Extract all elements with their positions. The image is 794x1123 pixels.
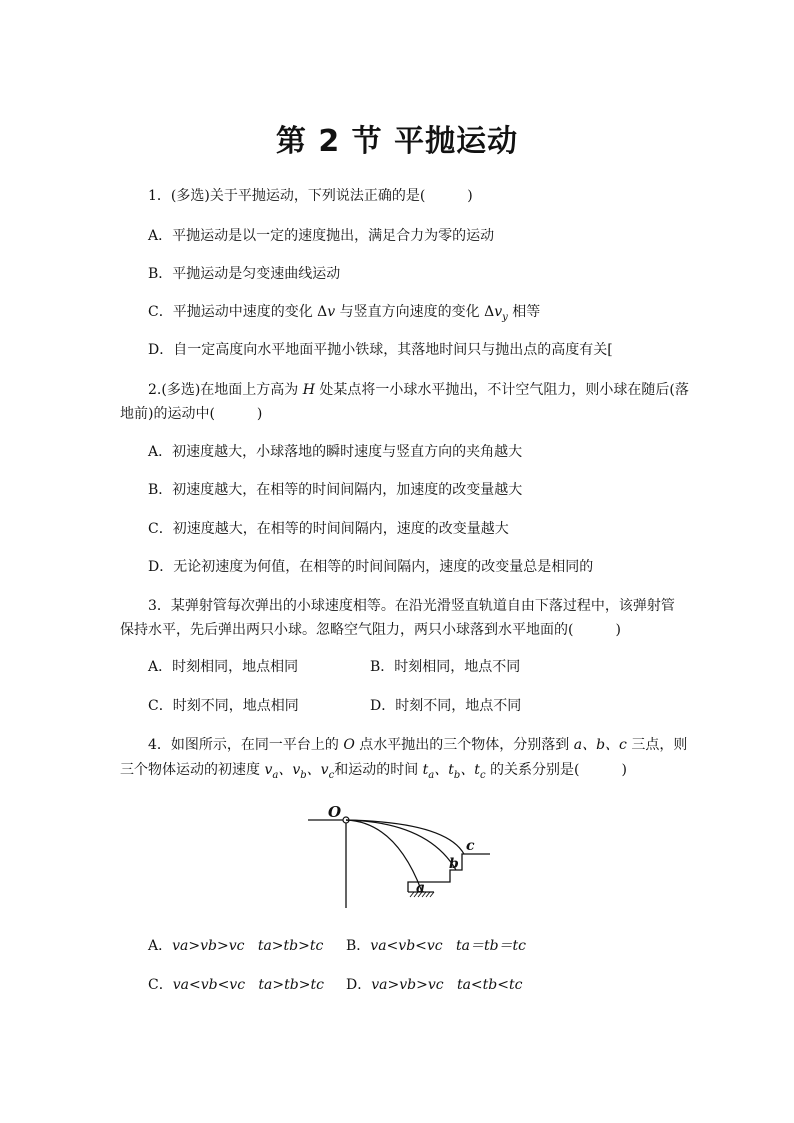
label-c: c (466, 838, 475, 854)
q3-stem-line1: 3．某弹射管每次弹出的小球速度相等。在沿光滑竖直轨道自由下落过程中，该弹射管 (148, 598, 675, 614)
q2-stem-pre: 2.(多选)在地面上方高为 (148, 382, 303, 398)
q1-option-a: A．平抛运动是以一定的速度抛出，满足合力为零的运动 (148, 228, 495, 244)
q4-b-label: B． (346, 938, 371, 954)
q1-c-pre: C．平抛运动中速度的变化 Δ (148, 304, 328, 320)
q4-option-d (346, 975, 522, 995)
q3-option-b: B．时刻相同，地点不同 (370, 659, 521, 675)
q4-stem-line2 (120, 760, 627, 786)
q4-c-velocity: va<vb<vc (172, 977, 246, 993)
q1-option-c (148, 302, 540, 328)
q1-c-vy: v (494, 304, 503, 320)
q1-c-post: 相等 (507, 304, 541, 320)
q4-a-time: ta>tb>tc (257, 938, 324, 954)
q4-d-time: ta<tb<tc (456, 977, 523, 993)
q4-option-b (346, 936, 526, 956)
q2-option-c: C．初速度越大，在相等的时间间隔内，速度的改变量越大 (148, 521, 509, 537)
q2-option-b: B．初速度越大，在相等的时间间隔内，加速度的改变量越大 (148, 482, 523, 498)
q1-c-v: v (327, 304, 336, 320)
q4-stem-O: O (343, 737, 355, 753)
q4-stem2-post: 的关系分别是( ) (485, 762, 627, 778)
q1-option-d: D．自一定高度向水平地面平抛小铁球，其落地时间只与抛出点的高度有关[ (148, 342, 613, 358)
page-title: 第 2 节 平抛运动 (275, 124, 519, 159)
q2-stem-post: 处某点将一小球水平抛出，不计空气阻力，则小球在随后(落 (314, 382, 689, 398)
q4-stem2-pre: 三个物体运动的初速度 (120, 762, 265, 778)
q1-option-b: B．平抛运动是匀变速曲线运动 (148, 266, 341, 282)
q2-stem-line1 (148, 380, 689, 400)
label-a: a (416, 880, 426, 896)
projectile-diagram (300, 796, 500, 916)
q4-b-time: ta＝tb＝tc (456, 938, 527, 954)
q4-d-label: D． (346, 977, 372, 993)
q2-stem-line2: 地前)的运动中( ) (120, 406, 263, 422)
q3-stem-line2: 保持水平，先后弹出两只小球。忽略空气阻力，两只小球落到水平地面的( ) (120, 622, 621, 638)
q4-stem-mid: 点水平抛出的三个物体，分别落到 (354, 737, 574, 753)
q4-c-label: C． (148, 977, 173, 993)
q4-velocities: $v_a$、$v_b$、$v_c$ (264, 762, 335, 781)
trajectory-b (346, 820, 456, 870)
q1-c-y: y (502, 311, 508, 323)
q4-stem-post: 三点，则 (626, 737, 688, 753)
q4-option-a (148, 936, 323, 956)
q2-option-d: D．无论初速度为何值，在相等的时间间隔内，速度的改变量总是相同的 (148, 559, 594, 575)
q4-stem-abc: a、b、c (573, 737, 627, 753)
q4-stem-line1 (148, 735, 687, 755)
q3-option-d: D．时刻不同，地点不同 (370, 698, 522, 714)
q4-stem-pre: 4．如图所示，在同一平台上的 (148, 737, 344, 753)
q1-c-mid: 与竖直方向速度的变化 Δ (335, 304, 495, 320)
q4-a-label: A． (148, 938, 173, 954)
q4-option-c (148, 975, 324, 995)
q4-a-velocity: va>vb>vc (172, 938, 245, 954)
q2-stem-H: H (302, 382, 315, 398)
q2-option-a: A．初速度越大，小球落地的瞬时速度与竖直方向的夹角越大 (148, 444, 523, 460)
trajectory-c (346, 820, 464, 854)
q4-c-time: ta>tb>tc (258, 977, 324, 993)
label-b: b (449, 856, 459, 872)
q1-stem: 1．(多选)关于平抛运动，下列说法正确的是( ) (148, 188, 473, 204)
q3-option-c: C．时刻不同，地点相同 (148, 698, 299, 714)
q4-times: $t_a$、$t_b$、$t_c$ (422, 762, 486, 781)
q3-option-a: A．时刻相同，地点相同 (148, 659, 299, 675)
q4-stem2-mid: 和运动的时间 (334, 762, 423, 778)
label-O: O (328, 803, 342, 821)
q4-d-velocity: va>vb>vc (371, 977, 444, 993)
trajectory-a (346, 820, 422, 892)
q4-b-velocity: va<vb<vc (370, 938, 443, 954)
